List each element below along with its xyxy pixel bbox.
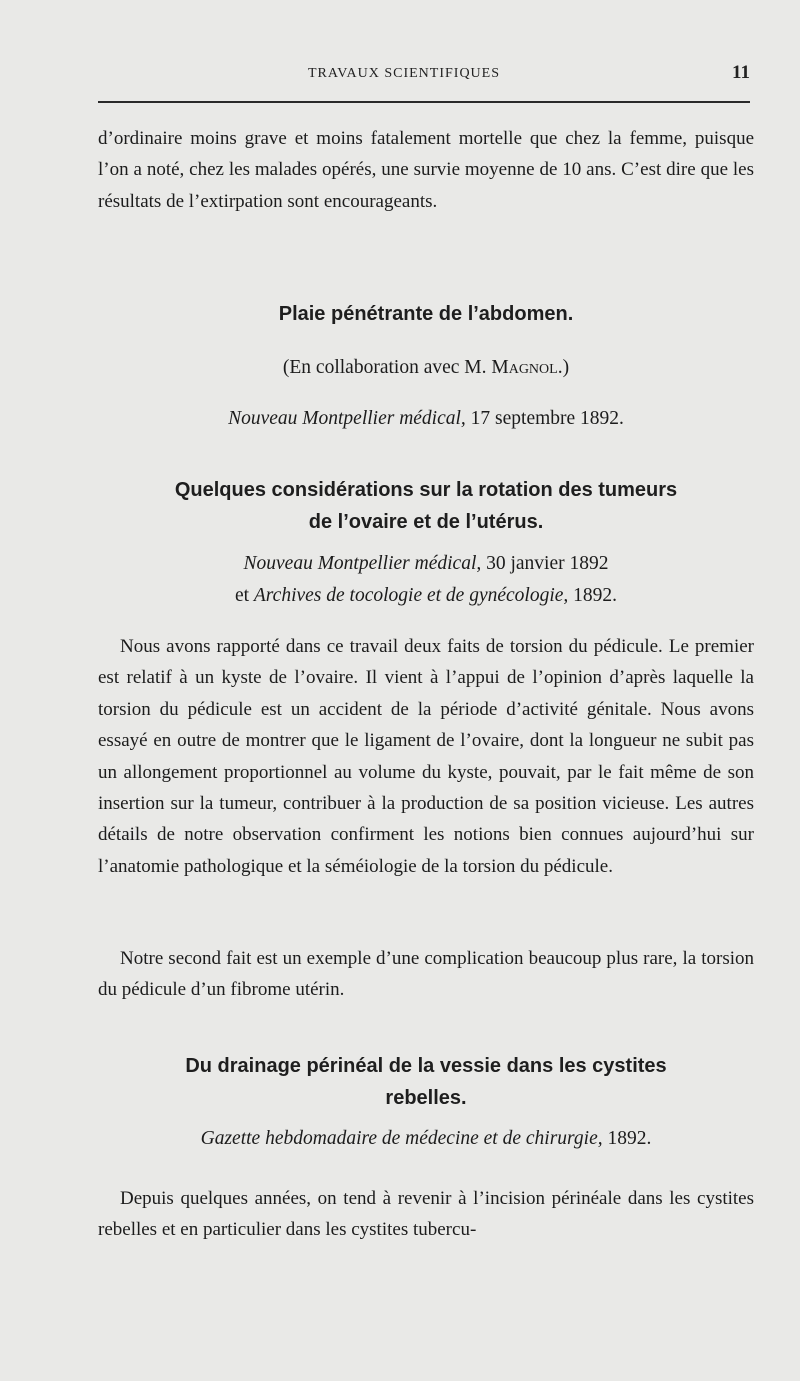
intro-paragraph: d’ordinaire moins grave et moins fatalement mortelle que chez la femme, puisque l’on a noté, chez les malades opérés, une survie moyenne de 10 ans. C’est dire que les résultats de l’extirpation sont encourageants. — [98, 128, 754, 212]
title-line-2: rebelles. — [385, 1087, 467, 1109]
running-title: TRAVAUX SCIENTIFIQUES — [308, 66, 501, 81]
source-date: 1892. — [568, 585, 618, 606]
body-paragraph-drainage-1: Depuis quelques années, on tend à revenir à l’incision périnéale dans les cystites rebelles et en particulier dans les cystites tubercu- — [98, 1188, 754, 1241]
title-line-1: Quelques considérations sur la rotation des tumeurs — [174, 479, 678, 501]
source-citation-2b — [98, 580, 754, 612]
collab-name: Magnol. — [491, 357, 563, 378]
source-date: 30 janvier 1892 — [481, 553, 609, 574]
title-line-1: Du drainage périnéal de la vessie dans les cystites — [185, 1055, 667, 1077]
page-header — [98, 62, 750, 90]
collaboration-line — [98, 352, 754, 384]
body-paragraph-rotation-1: Nous avons rapporté dans ce travail deux faits de torsion du pédicule. Le premier est relatif à un kyste de l’ovaire. Il vient à l’appui de l’opinion d’après laquelle la torsion du pédicule est un accident de la période d’activité génitale. Nous avons essayé en outre de montrer que le ligament de l’ovaire, dont la longueur ne subit pas un allongement proportionnel au volume du kyste, pouvait, par le fait même de son insertion sur la tumeur, contribuer à la production de sa position vicieuse. Les autres détails de notre observation confirment les notions bien connues aujourd’hui sur l’anatomie pathologique et la séméiologie de la torsion du pédicule. — [98, 636, 754, 877]
source-citation-1 — [98, 403, 754, 435]
section-title-plaie: Plaie pénétrante de l’abdomen. — [278, 303, 574, 325]
source-journal: Gazette hebdomadaire de médecine et de chirurgie, — [200, 1128, 603, 1149]
source-journal: Nouveau Montpellier médical, — [228, 408, 466, 429]
body-paragraph-rotation-2: Notre second fait est un exemple d’une complication beaucoup plus rare, la torsion du pédicule d’un fibrome utérin. — [98, 948, 754, 1001]
collab-suffix: ) — [562, 357, 570, 378]
source-date: 1892. — [602, 1128, 652, 1149]
header-rule — [98, 101, 750, 103]
section-title-rotation — [98, 474, 754, 538]
source-journal: Archives de tocologie et de gynécologie, — [253, 585, 569, 606]
collab-prefix: (En collaboration avec M. — [282, 357, 492, 378]
section-title-drainage — [98, 1050, 754, 1114]
page-number: 11 — [732, 62, 750, 83]
source-citation-3 — [98, 1123, 754, 1155]
source-date: 17 septembre 1892. — [465, 408, 624, 429]
source-journal: Nouveau Montpellier médical, — [243, 553, 482, 574]
source-prefix: et — [234, 585, 254, 606]
title-line-2: de l’ovaire et de l’utérus. — [308, 511, 544, 533]
source-citation-2a — [98, 548, 754, 580]
